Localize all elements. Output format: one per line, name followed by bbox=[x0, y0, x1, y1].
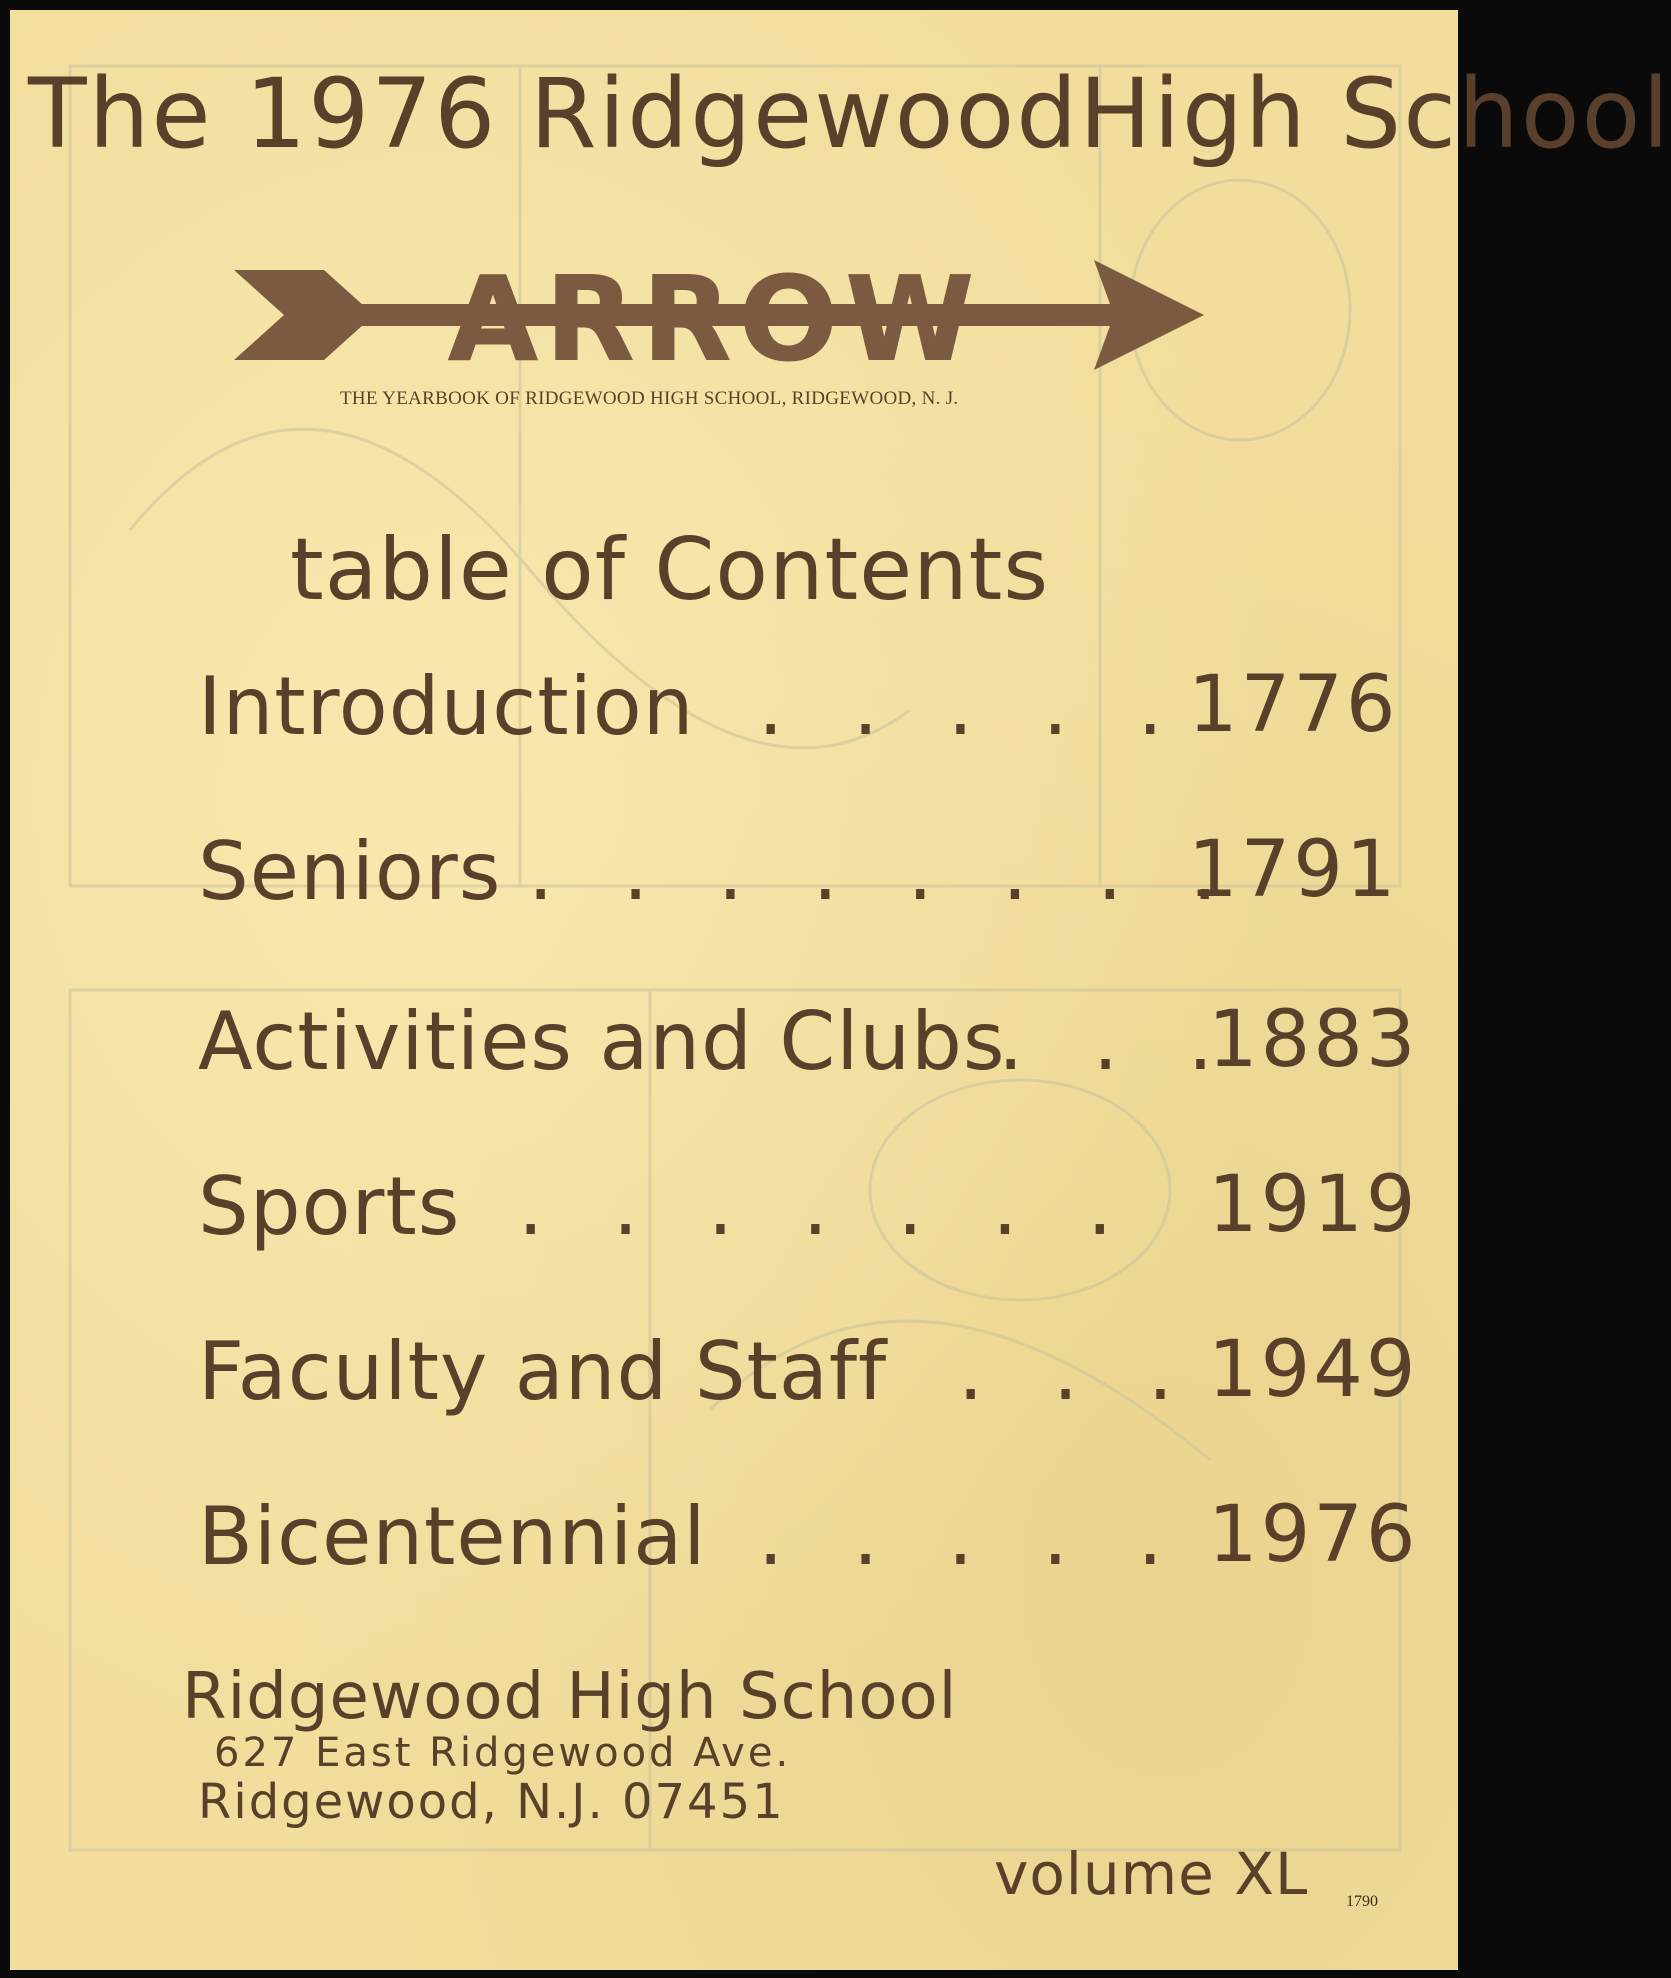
logo-subtitle: THE YEARBOOK OF RIDGEWOOD HIGH SCHOOL, RIDGEWOOD, N. J. bbox=[340, 388, 959, 409]
toc-heading: table of Contents bbox=[290, 520, 1050, 620]
yearbook-page bbox=[10, 10, 1671, 1970]
school-name: Ridgewood High School bbox=[182, 1660, 958, 1734]
toc-dots: . . . bbox=[958, 1325, 1196, 1418]
toc-label: Sports bbox=[198, 1160, 461, 1253]
svg-text:ARROW: ARROW bbox=[447, 250, 981, 388]
toc-label: Faculty and Staff bbox=[198, 1325, 888, 1418]
toc-dots: . . . . . . . bbox=[518, 1160, 1135, 1253]
toc-page: 1883 bbox=[1208, 995, 1419, 1085]
toc-entry-activities bbox=[198, 995, 1419, 1115]
toc-label: Seniors bbox=[198, 825, 502, 918]
toc-dots: . . . . . . . . bbox=[528, 825, 1240, 918]
toc-dots: . . . . . bbox=[758, 1490, 1185, 1583]
school-city: Ridgewood, N.J. 07451 bbox=[198, 1774, 785, 1830]
yearbook-title: The 1976 RidgewoodHigh School bbox=[28, 58, 1671, 170]
page-number: 1790 bbox=[1346, 1893, 1378, 1910]
toc-page: 1949 bbox=[1208, 1325, 1419, 1415]
toc-label: Activities and Clubs bbox=[198, 995, 1006, 1088]
toc-label: Bicentennial bbox=[198, 1490, 707, 1583]
toc-label: Introduction bbox=[198, 660, 695, 753]
toc-entry-sports bbox=[198, 1160, 1419, 1280]
toc-page: 1791 bbox=[1188, 825, 1399, 915]
toc-page: 1919 bbox=[1208, 1160, 1419, 1250]
toc-dots: . . . bbox=[998, 995, 1236, 1088]
toc-page: 1976 bbox=[1208, 1490, 1419, 1580]
toc-page: 1776 bbox=[1188, 660, 1399, 750]
toc-entry-introduction bbox=[198, 660, 1399, 780]
toc-entry-seniors bbox=[198, 825, 1399, 945]
arrow-logo bbox=[234, 250, 1204, 388]
toc-entry-faculty bbox=[198, 1325, 1419, 1445]
toc-entry-bicentennial bbox=[198, 1490, 1419, 1610]
school-street: 627 East Ridgewood Ave. bbox=[214, 1730, 792, 1776]
toc-dots: . . . . . bbox=[758, 660, 1185, 753]
volume-label: volume XL bbox=[994, 1840, 1309, 1908]
